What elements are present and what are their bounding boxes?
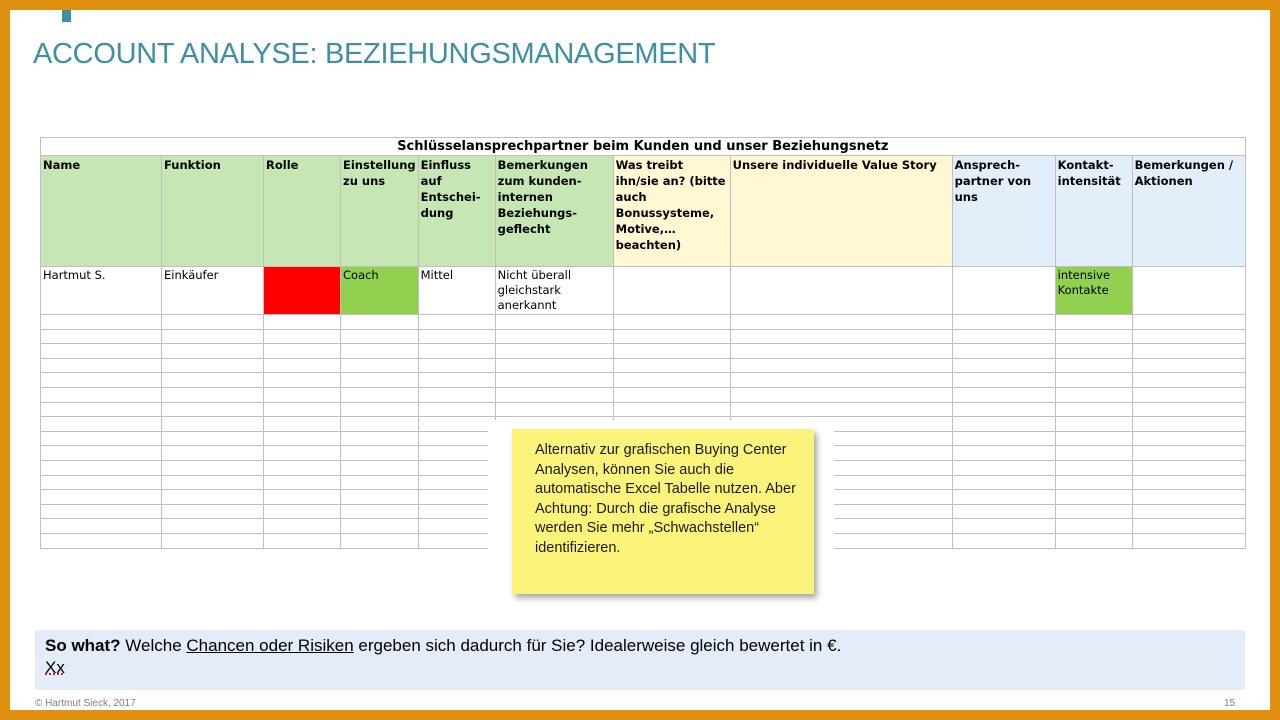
- table-cell[interactable]: [952, 519, 1055, 534]
- table-cell[interactable]: [495, 373, 613, 388]
- table-cell[interactable]: [264, 373, 341, 388]
- table-cell[interactable]: [41, 431, 162, 446]
- table-cell[interactable]: [162, 373, 264, 388]
- table-cell[interactable]: [162, 358, 264, 373]
- table-cell[interactable]: [1132, 490, 1245, 505]
- table-cell[interactable]: [1132, 446, 1245, 461]
- table-cell[interactable]: [1055, 373, 1132, 388]
- table-cell[interactable]: [952, 373, 1055, 388]
- table-cell[interactable]: [418, 315, 495, 330]
- table-cell[interactable]: [952, 533, 1055, 548]
- table-cell[interactable]: [952, 329, 1055, 344]
- table-cell[interactable]: [613, 315, 730, 330]
- table-cell[interactable]: [341, 533, 419, 548]
- table-cell[interactable]: [41, 402, 162, 417]
- table-cell[interactable]: [952, 402, 1055, 417]
- table-cell[interactable]: [1055, 329, 1132, 344]
- table-cell[interactable]: [730, 373, 952, 388]
- accent-bar: [62, 10, 71, 22]
- table-cell[interactable]: [341, 504, 419, 519]
- table-cell[interactable]: [1132, 373, 1245, 388]
- table-caption: Schlüsselansprechpartner beim Kunden und unser Beziehungsnetz: [41, 138, 1246, 156]
- cell-rolle[interactable]: [264, 267, 341, 315]
- table-cell[interactable]: [1132, 533, 1245, 548]
- table-cell[interactable]: [264, 358, 341, 373]
- header-ansprechpartner: Ansprech-partner von uns: [952, 156, 1055, 267]
- table-cell[interactable]: [264, 402, 341, 417]
- table-cell[interactable]: [162, 315, 264, 330]
- table-cell[interactable]: [952, 358, 1055, 373]
- table-cell[interactable]: [162, 460, 264, 475]
- table-row: [41, 267, 1246, 315]
- table-cell[interactable]: [41, 358, 162, 373]
- table-cell[interactable]: [264, 344, 341, 359]
- table-cell[interactable]: [1132, 329, 1245, 344]
- table-cell[interactable]: [495, 315, 613, 330]
- table-cell[interactable]: [41, 460, 162, 475]
- table-cell[interactable]: [162, 475, 264, 490]
- table-cell[interactable]: [1132, 519, 1245, 534]
- table-cell[interactable]: [1055, 446, 1132, 461]
- table-cell[interactable]: [264, 387, 341, 402]
- table-cell[interactable]: [1055, 460, 1132, 475]
- footer-copyright: © Hartmut Sieck, 2017: [35, 698, 136, 709]
- table-cell[interactable]: [418, 402, 495, 417]
- cell-was-treibt[interactable]: [613, 267, 730, 315]
- table-cell[interactable]: [1132, 417, 1245, 432]
- table-cell[interactable]: [1132, 460, 1245, 475]
- table-cell[interactable]: [613, 373, 730, 388]
- table-row: [41, 358, 1246, 373]
- table-cell[interactable]: [264, 519, 341, 534]
- header-value-story: Unsere individuelle Value Story: [730, 156, 952, 267]
- so-what-line2: Xx: [45, 658, 65, 677]
- table-cell[interactable]: [613, 329, 730, 344]
- table-cell[interactable]: [1055, 475, 1132, 490]
- table-cell[interactable]: [1055, 533, 1132, 548]
- table-cell[interactable]: [1055, 387, 1132, 402]
- table-cell[interactable]: [730, 402, 952, 417]
- table-cell[interactable]: [264, 315, 341, 330]
- table-cell[interactable]: [41, 519, 162, 534]
- table-cell[interactable]: [1055, 344, 1132, 359]
- table-cell[interactable]: [418, 344, 495, 359]
- table-cell[interactable]: [952, 460, 1055, 475]
- header-was-treibt: Was treibt ihn/sie an? (bitte auch Bonussysteme, Motive,… beachten): [613, 156, 730, 267]
- table-cell[interactable]: [418, 431, 495, 446]
- table-cell[interactable]: [495, 387, 613, 402]
- table-cell[interactable]: [613, 358, 730, 373]
- table-row: [41, 329, 1246, 344]
- table-cell[interactable]: [264, 446, 341, 461]
- table-row: [41, 402, 1246, 417]
- header-bemerkungen: Bemerkungen zum kunden-internen Beziehungs-geflecht: [495, 156, 613, 267]
- table-cell[interactable]: [418, 475, 495, 490]
- header-row: [41, 156, 1246, 267]
- table-cell[interactable]: [730, 329, 952, 344]
- page-number: 15: [1224, 698, 1236, 709]
- header-einstellung: Einstellung zu uns: [341, 156, 419, 267]
- table-cell[interactable]: [730, 315, 952, 330]
- table-cell[interactable]: [264, 490, 341, 505]
- table-cell[interactable]: [264, 460, 341, 475]
- table-cell[interactable]: [418, 329, 495, 344]
- table-cell[interactable]: [341, 315, 419, 330]
- cell-name[interactable]: Hartmut S.: [41, 267, 162, 315]
- table-cell[interactable]: [418, 519, 495, 534]
- table-cell[interactable]: [1055, 490, 1132, 505]
- so-what-lead: So what?: [45, 636, 121, 655]
- table-cell[interactable]: [1132, 504, 1245, 519]
- table-cell[interactable]: [1132, 431, 1245, 446]
- table-cell[interactable]: [341, 475, 419, 490]
- table-cell[interactable]: [495, 329, 613, 344]
- table-cell[interactable]: [41, 373, 162, 388]
- table-cell[interactable]: [418, 373, 495, 388]
- table-cell[interactable]: [418, 533, 495, 548]
- table-cell[interactable]: [730, 344, 952, 359]
- table-cell[interactable]: [1132, 475, 1245, 490]
- table-cell[interactable]: [162, 504, 264, 519]
- sticky-note: Alternativ zur grafischen Buying Center Analysen, können Sie auch die automatische Excel Tabelle nutzen. Aber Achtung: Durch die grafische Analyse werden Sie mehr „Schwachstellen“ identifizieren.: [512, 429, 814, 594]
- header-funktion: Funktion: [162, 156, 264, 267]
- so-what-box: [35, 630, 1245, 690]
- so-what-pre: Welche: [120, 636, 187, 655]
- table-cell[interactable]: [264, 504, 341, 519]
- table-cell[interactable]: [341, 329, 419, 344]
- table-cell[interactable]: [418, 460, 495, 475]
- table-cell[interactable]: [952, 504, 1055, 519]
- table-cell[interactable]: [162, 490, 264, 505]
- table-cell[interactable]: [341, 446, 419, 461]
- table-cell[interactable]: [1132, 344, 1245, 359]
- slide: [10, 10, 1270, 710]
- header-kontaktintensitaet: Kontakt-intensität: [1055, 156, 1132, 267]
- table-cell[interactable]: [418, 490, 495, 505]
- table-cell[interactable]: [418, 358, 495, 373]
- table-cell[interactable]: [952, 475, 1055, 490]
- table-cell[interactable]: [41, 344, 162, 359]
- table-cell[interactable]: [1132, 315, 1245, 330]
- table-cell[interactable]: [41, 475, 162, 490]
- table-row: [41, 315, 1246, 330]
- table-cell[interactable]: [418, 446, 495, 461]
- table-cell[interactable]: [1055, 431, 1132, 446]
- table-cell[interactable]: [162, 402, 264, 417]
- cell-kontaktintensitaet[interactable]: intensive Kontakte: [1055, 267, 1132, 315]
- table-cell[interactable]: [162, 344, 264, 359]
- table-cell[interactable]: [162, 533, 264, 548]
- table-cell[interactable]: [418, 504, 495, 519]
- table-cell[interactable]: [952, 446, 1055, 461]
- table-cell[interactable]: [1055, 315, 1132, 330]
- table-cell[interactable]: [613, 387, 730, 402]
- header-einfluss: Einfluss auf Entschei-dung: [418, 156, 495, 267]
- table-cell[interactable]: [495, 344, 613, 359]
- table-cell[interactable]: [730, 387, 952, 402]
- table-cell[interactable]: [162, 446, 264, 461]
- table-cell[interactable]: [341, 460, 419, 475]
- table-cell[interactable]: [341, 402, 419, 417]
- table-cell[interactable]: [162, 431, 264, 446]
- table-cell[interactable]: [264, 475, 341, 490]
- table-cell[interactable]: [1055, 402, 1132, 417]
- table-cell[interactable]: [1055, 504, 1132, 519]
- table-cell[interactable]: [952, 387, 1055, 402]
- so-what-post: ergeben sich dadurch für Sie? Idealerweise gleich bewertet in €.: [353, 636, 842, 655]
- header-name: Name: [41, 156, 162, 267]
- table-cell[interactable]: [341, 344, 419, 359]
- table-cell[interactable]: [1132, 387, 1245, 402]
- header-aktionen: Bemerkungen / Aktionen: [1132, 156, 1245, 267]
- table-cell[interactable]: [613, 344, 730, 359]
- table-cell[interactable]: [952, 490, 1055, 505]
- table-cell[interactable]: [952, 344, 1055, 359]
- cell-funktion[interactable]: Einkäufer: [162, 267, 264, 315]
- table-cell[interactable]: [1055, 417, 1132, 432]
- table-cell[interactable]: [41, 417, 162, 432]
- table-cell[interactable]: [264, 329, 341, 344]
- table-cell[interactable]: [41, 329, 162, 344]
- cell-bemerkungen[interactable]: Nicht überall gleichstark anerkannt: [495, 267, 613, 315]
- header-rolle: Rolle: [264, 156, 341, 267]
- table-row: [41, 344, 1246, 359]
- cell-ansprechpartner[interactable]: [952, 267, 1055, 315]
- table-cell[interactable]: [1055, 519, 1132, 534]
- table-cell[interactable]: [952, 417, 1055, 432]
- table-cell[interactable]: [341, 431, 419, 446]
- table-cell[interactable]: [418, 387, 495, 402]
- table-cell[interactable]: [1055, 358, 1132, 373]
- table-cell[interactable]: [341, 519, 419, 534]
- table-row: [41, 387, 1246, 402]
- table-cell[interactable]: [41, 315, 162, 330]
- table-cell[interactable]: [41, 387, 162, 402]
- table-cell[interactable]: [1132, 402, 1245, 417]
- cell-einstellung[interactable]: Coach: [341, 267, 419, 315]
- table-cell[interactable]: [952, 315, 1055, 330]
- cell-aktionen[interactable]: [1132, 267, 1245, 315]
- table-cell[interactable]: [162, 329, 264, 344]
- table-row: [41, 373, 1246, 388]
- slide-title: ACCOUNT ANALYSE: BEZIEHUNGSMANAGEMENT: [33, 38, 716, 70]
- table-cell[interactable]: [495, 358, 613, 373]
- cell-einfluss[interactable]: Mittel: [418, 267, 495, 315]
- table-cell[interactable]: [730, 358, 952, 373]
- table-cell[interactable]: [41, 446, 162, 461]
- cell-value-story[interactable]: [730, 267, 952, 315]
- table-cell[interactable]: [162, 417, 264, 432]
- table-cell[interactable]: [341, 387, 419, 402]
- table-cell[interactable]: [952, 431, 1055, 446]
- table-cell[interactable]: [264, 533, 341, 548]
- table-cell[interactable]: [613, 402, 730, 417]
- table-cell[interactable]: [41, 533, 162, 548]
- table-cell[interactable]: [341, 417, 419, 432]
- table-cell[interactable]: [264, 417, 341, 432]
- table-cell[interactable]: [341, 373, 419, 388]
- table-cell[interactable]: [162, 387, 264, 402]
- table-cell[interactable]: [341, 490, 419, 505]
- table-cell[interactable]: [41, 504, 162, 519]
- table-cell[interactable]: [162, 519, 264, 534]
- table-cell[interactable]: [495, 402, 613, 417]
- table-cell[interactable]: [1132, 358, 1245, 373]
- table-cell[interactable]: [418, 417, 495, 432]
- table-cell[interactable]: [341, 358, 419, 373]
- table-cell[interactable]: [264, 431, 341, 446]
- so-what-link: Chancen oder Risiken: [186, 636, 354, 655]
- table-cell[interactable]: [41, 490, 162, 505]
